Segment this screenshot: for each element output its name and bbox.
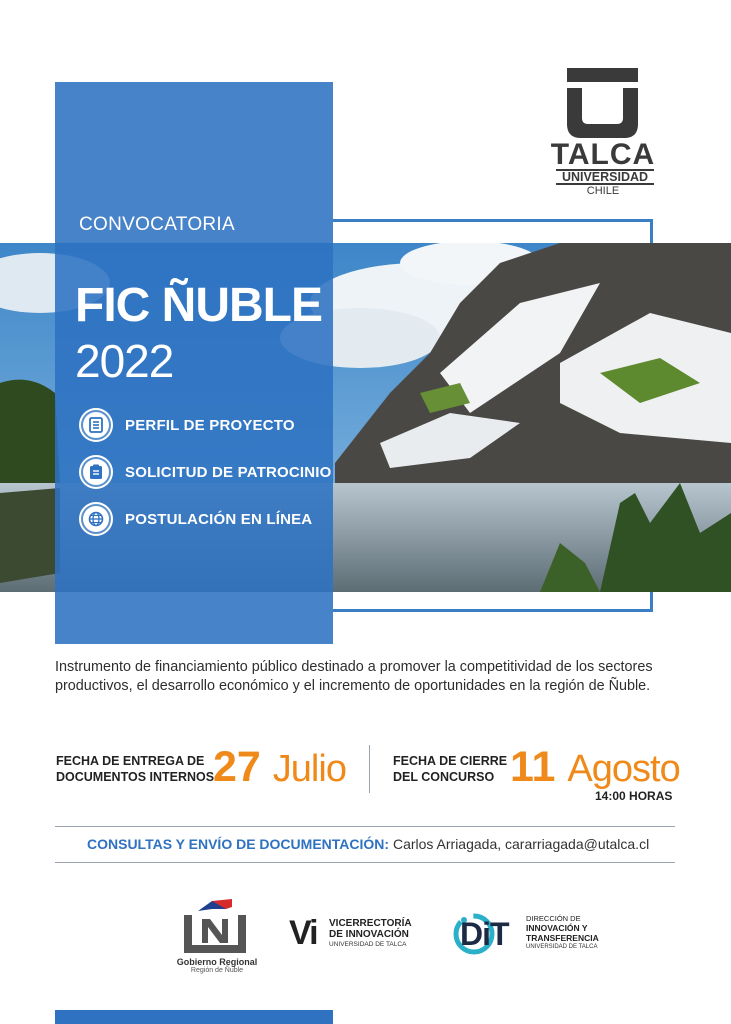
globe-icon (79, 502, 113, 536)
dit-mark: DiT (460, 916, 509, 952)
closing-date-label (393, 753, 507, 785)
closing-label-line1: FECHA DE CIERRE (393, 754, 508, 768)
delivery-month: Julio (272, 748, 346, 790)
frame-line-bottom (333, 609, 653, 612)
description-text: Instrumento de financiamiento público destinado a promover la competitividad de los sectores productivos, el desarrollo económico y el incremento de oportunidades en la región de Ñuble. (55, 659, 653, 694)
document-list-icon (79, 408, 113, 442)
dit-line2: INNOVACIÓN Y (526, 923, 588, 933)
item-solicitud-patrocinio (79, 455, 332, 489)
clipboard-icon (79, 455, 113, 489)
dit-line1: DIRECCIÓN DE (526, 914, 581, 923)
date-divider (369, 745, 370, 793)
vi-line2: DE INNOVACIÓN (329, 929, 409, 940)
dit-logo (452, 912, 612, 956)
item-label: POSTULACIÓN EN LÍNEA (125, 510, 313, 528)
vi-line1: VICERRECTORÍA (329, 918, 412, 929)
dit-line4: UNIVERSIDAD DE TALCA (526, 944, 598, 950)
vi-mark: Vi (289, 914, 317, 952)
item-postulacion-linea (79, 502, 312, 536)
vi-line3: UNIVERSIDAD DE TALCA (329, 941, 407, 948)
frame-line-top (333, 219, 653, 222)
contact-label: CONSULTAS Y ENVÍO DE DOCUMENTACIÓN: (87, 836, 390, 852)
contact-value[interactable]: Carlos Arriagada, cararriagada@utalca.cl (392, 836, 650, 852)
hero-year: 2022 (75, 335, 174, 387)
item-label: SOLICITUD DE PATROCINIO (125, 463, 332, 481)
bottom-bar (55, 1010, 333, 1024)
closing-time: 14:00 HORAS (595, 789, 673, 803)
gob-line2: Región de Ñuble (190, 967, 244, 974)
kicker-text: CONVOCATORIA (79, 214, 235, 235)
delivery-date (213, 743, 346, 791)
dit-line3: TRANSFERENCIA (526, 933, 599, 943)
closing-month: Agosto (567, 748, 680, 790)
delivery-day: 27 (213, 743, 261, 791)
contact-top-rule (55, 826, 675, 827)
utalca-country: CHILE (586, 185, 620, 197)
utalca-wordmark: TALCA (550, 138, 656, 171)
closing-label-line2: DEL CONCURSO (393, 770, 495, 784)
vicerrectoria-logo (289, 914, 429, 954)
hero-title: FIC ÑUBLE (75, 279, 322, 332)
item-label: PERFIL DE PROYECTO (125, 416, 295, 434)
closing-date (510, 743, 680, 791)
closing-day: 11 (510, 743, 556, 791)
gob-line1: Gobierno Regional (176, 957, 258, 967)
contact-line (87, 836, 649, 852)
contact-bottom-rule (55, 862, 675, 863)
utalca-logo (548, 66, 658, 200)
delivery-label-line2: DOCUMENTOS INTERNOS (56, 770, 215, 784)
item-perfil-proyecto (79, 408, 295, 442)
gobierno-regional-logo (172, 897, 262, 981)
delivery-date-label (56, 753, 214, 785)
delivery-label-line1: FECHA DE ENTREGA DE (56, 754, 205, 768)
utalca-sub: UNIVERSIDAD (556, 169, 654, 185)
